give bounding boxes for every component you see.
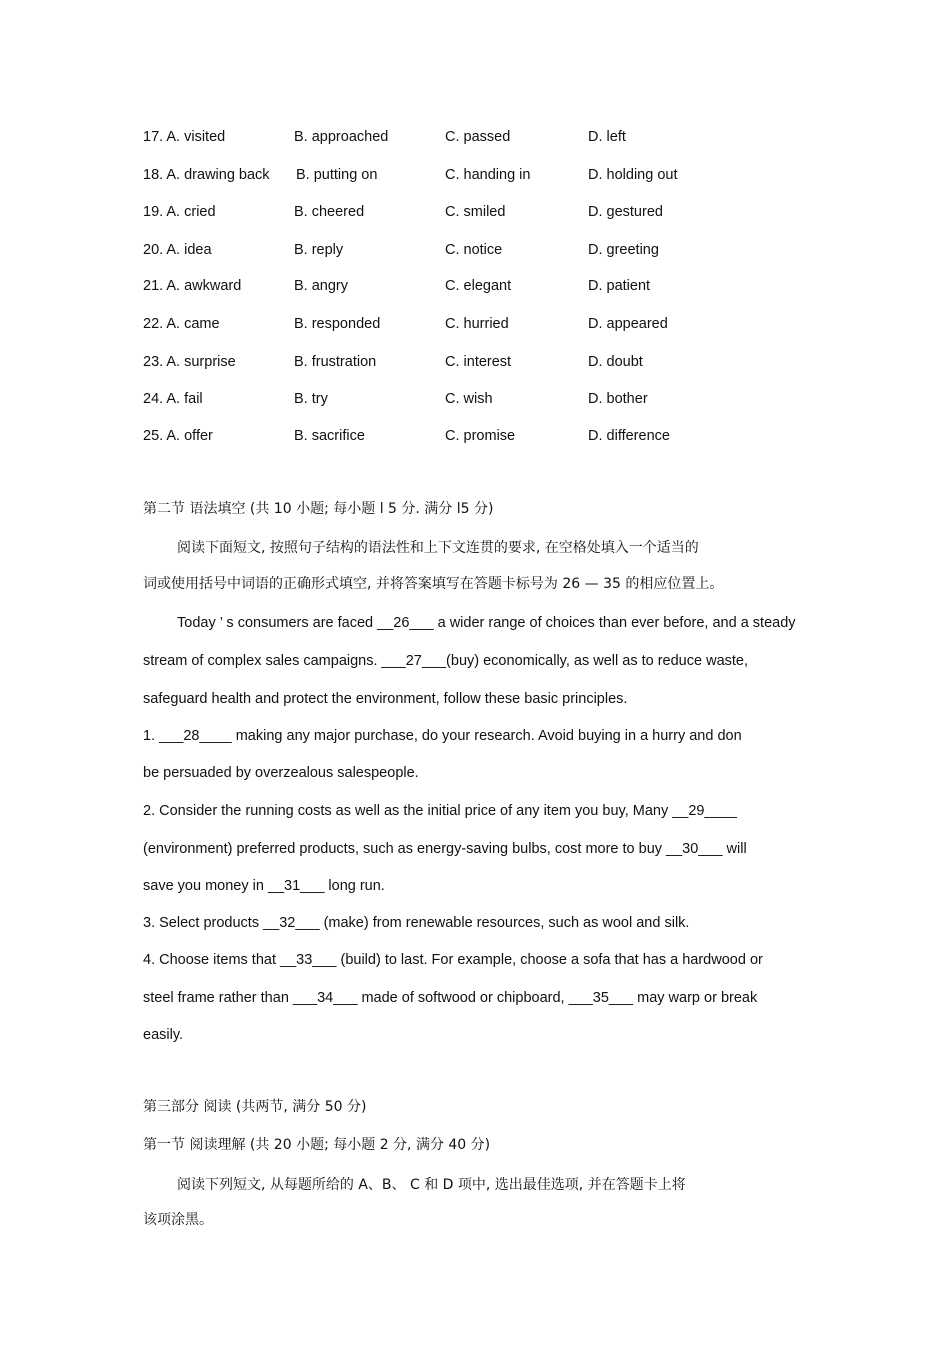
option-b: B. cheered xyxy=(294,204,365,220)
option-a: 17. A. visited xyxy=(143,129,226,145)
option-a: 23. A. surprise xyxy=(143,354,236,370)
option-d: D. difference xyxy=(588,428,670,444)
option-a: 22. A. came xyxy=(143,316,220,332)
option-b: B. approached xyxy=(294,129,389,145)
section-heading: 第一节 阅读理解 (共 20 小题; 每小题 2 分, 满分 40 分) xyxy=(143,1137,491,1153)
option-d: D. bother xyxy=(588,391,648,407)
option-b: B. angry xyxy=(294,278,348,294)
instructions-line: 词或使用括号中词语的正确形式填空, 并将答案填写在答题卡标号为 26 — 35 的相应位置上。 xyxy=(143,576,724,592)
passage-line: 4. Choose items that __33___ (build) to last. For example, choose a sofa that has a hardwood or xyxy=(143,952,763,968)
option-d: D. holding out xyxy=(588,167,678,183)
option-d: D. gestured xyxy=(588,204,663,220)
option-b: B. frustration xyxy=(294,354,377,370)
option-c: C. handing in xyxy=(445,167,531,183)
option-row xyxy=(0,202,950,222)
option-b: B. sacrifice xyxy=(294,428,365,444)
passage-line: stream of complex sales campaigns. ___27___(buy) economically, as well as to reduce waste, xyxy=(143,653,748,669)
passage-line: safeguard health and protect the environment, follow these basic principles. xyxy=(143,691,628,707)
passage-line: save you money in __31___ long run. xyxy=(143,878,385,894)
option-c: C. wish xyxy=(445,391,493,407)
option-a: 20. A. idea xyxy=(143,242,212,258)
passage-line: (environment) preferred products, such as energy-saving bulbs, cost more to buy __30___ will xyxy=(143,841,747,857)
passage-line: 3. Select products __32___ (make) from renewable resources, such as wool and silk. xyxy=(143,915,690,931)
option-row xyxy=(0,314,950,334)
option-b: B. try xyxy=(294,391,328,407)
option-row xyxy=(0,352,950,372)
option-row xyxy=(0,426,950,446)
passage-line: 1. ___28____ making any major purchase, do your research. Avoid buying in a hurry and don xyxy=(143,728,742,744)
passage-line: easily. xyxy=(143,1027,184,1043)
option-row xyxy=(0,127,950,147)
option-b: B. responded xyxy=(294,316,381,332)
passage-line: 2. Consider the running costs as well as the initial price of any item you buy, Many __29____ xyxy=(143,803,737,819)
option-d: D. left xyxy=(588,129,626,145)
option-a: 24. A. fail xyxy=(143,391,203,407)
passage-line: Today ’ s consumers are faced __26___ a wider range of choices than ever before, and a steady xyxy=(177,615,796,631)
instructions-line: 该项涂黑。 xyxy=(143,1212,213,1228)
option-b: B. reply xyxy=(294,242,344,258)
instructions-line: 阅读下面短文, 按照句子结构的语法性和上下文连贯的要求, 在空格处填入一个适当的 xyxy=(177,540,699,556)
option-a: 18. A. drawing back xyxy=(143,167,270,183)
option-c: C. interest xyxy=(445,354,512,370)
option-a: 25. A. offer xyxy=(143,428,213,444)
option-d: D. patient xyxy=(588,278,651,294)
option-c: C. promise xyxy=(445,428,516,444)
option-row xyxy=(0,389,950,409)
option-c: C. passed xyxy=(445,129,511,145)
option-a: 19. A. cried xyxy=(143,204,216,220)
passage-line: steel frame rather than ___34___ made of softwood or chipboard, ___35___ may warp or break xyxy=(143,990,758,1006)
option-c: C. smiled xyxy=(445,204,506,220)
option-d: D. greeting xyxy=(588,242,659,258)
part-heading: 第三部分 阅读 (共两节, 满分 50 分) xyxy=(143,1099,367,1115)
option-d: D. appeared xyxy=(588,316,668,332)
option-d: D. doubt xyxy=(588,354,643,370)
option-row xyxy=(0,276,950,296)
option-b: B. putting on xyxy=(296,167,378,183)
option-a: 21. A. awkward xyxy=(143,278,242,294)
option-c: C. hurried xyxy=(445,316,509,332)
passage-line: be persuaded by overzealous salespeople. xyxy=(143,765,419,781)
option-row xyxy=(0,240,950,260)
option-c: C. notice xyxy=(445,242,503,258)
section-heading: 第二节 语法填空 (共 10 小题; 每小题 l 5 分. 满分 l5 分) xyxy=(143,501,494,517)
option-c: C. elegant xyxy=(445,278,512,294)
option-row xyxy=(0,165,950,185)
instructions-line: 阅读下列短文, 从每题所给的 A、B、 C 和 D 项中, 选出最佳选项, 并在答题卡上将 xyxy=(177,1177,686,1193)
